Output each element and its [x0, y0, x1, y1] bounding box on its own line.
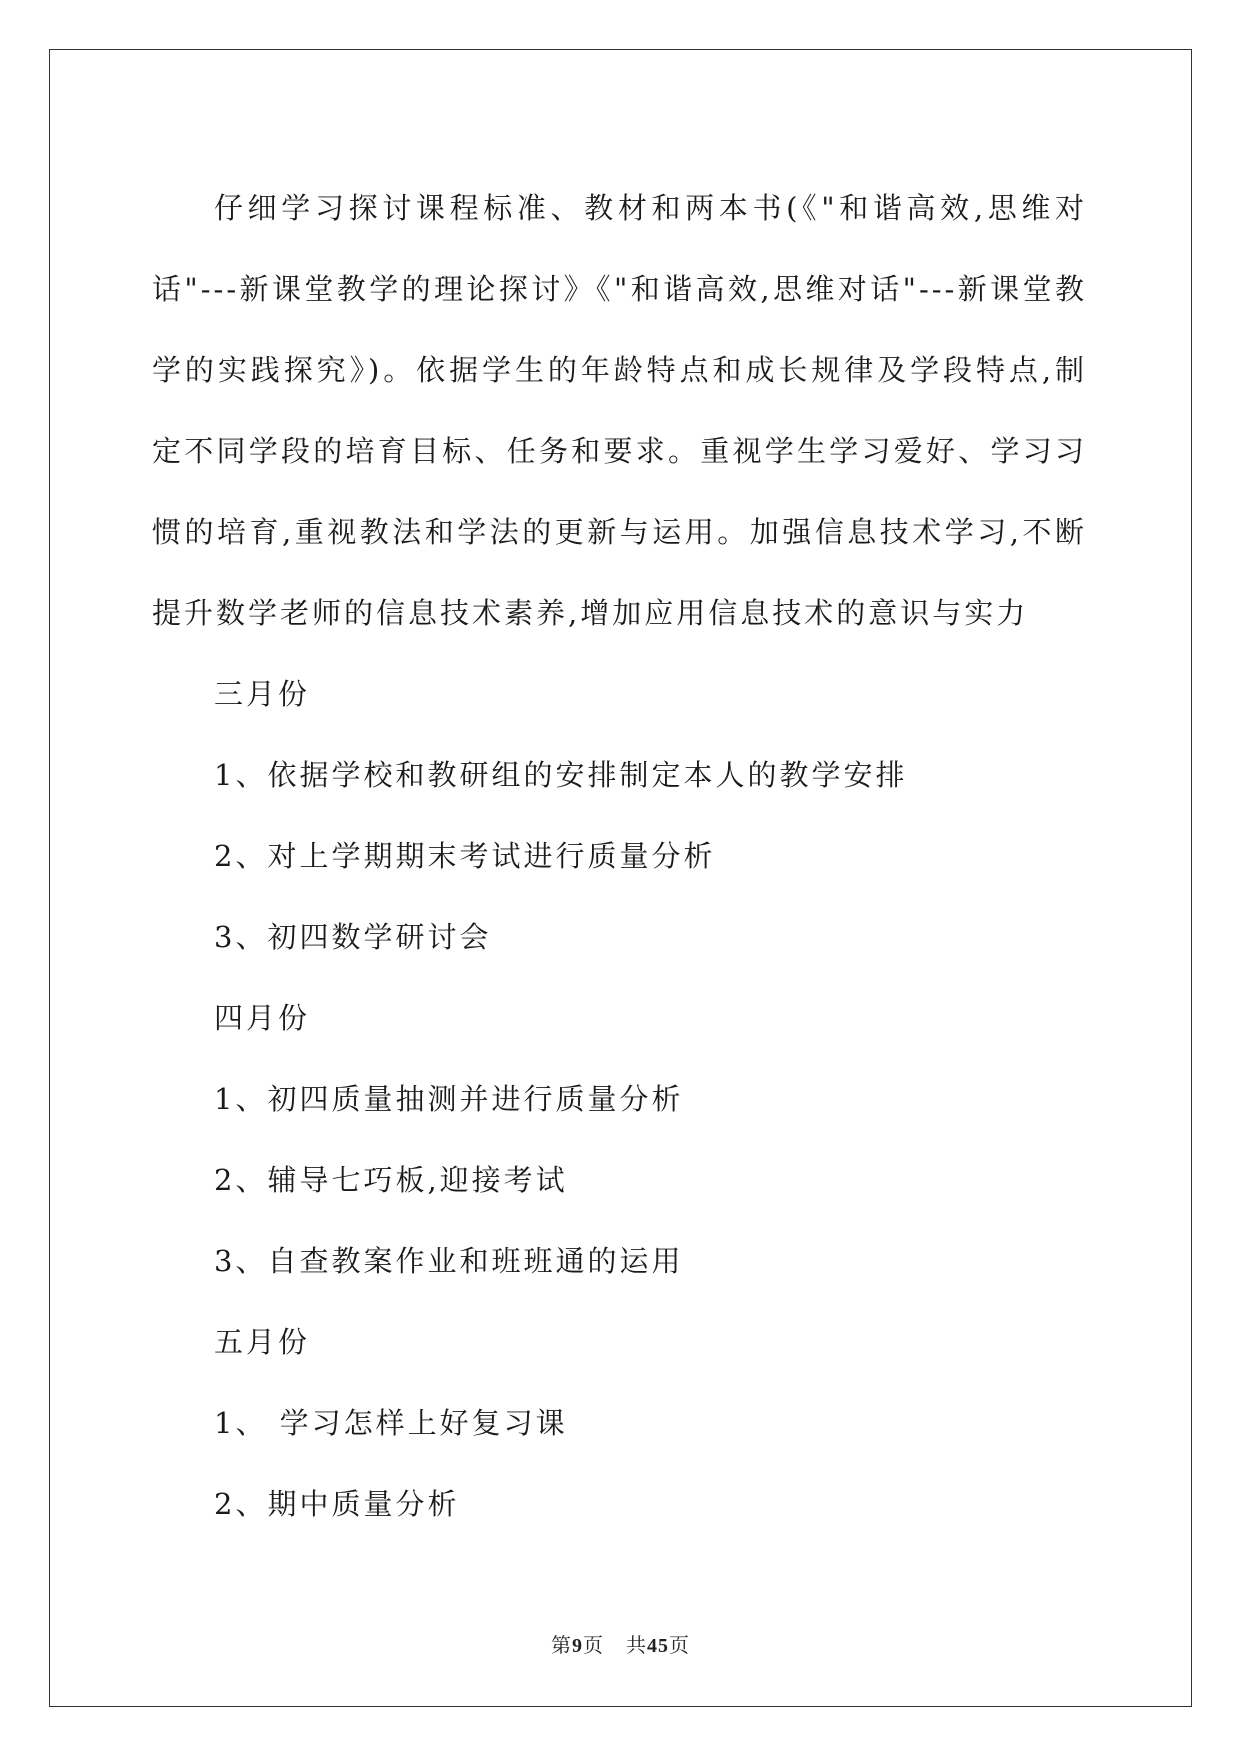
total-suffix: 页	[669, 1633, 690, 1657]
page-suffix: 页	[583, 1633, 604, 1657]
list-item: 1、依据学校和教研组的安排制定本人的教学安排	[214, 758, 908, 792]
document-body	[152, 168, 1087, 1545]
list-item: 3、自查教案作业和班班通的运用	[214, 1244, 684, 1278]
body-paragraph: 仔细学习探讨课程标准、教材和两本书(《"和谐高效,思维对话"---新课堂教学的理论探讨》《"和谐高效,思维对话"---新课堂教学的实践探究》)。依据学生的年龄特点和成长规律及学段特点,制定不同学段的培育目标、任务和要求。重视学生学习爱好、学习习惯的培育,重视教法和学法的更新与运用。加强信息技术学习,不断提升数学老师的信息技术素养,增加应用信息技术的意识与实力	[152, 191, 1087, 630]
list-item: 2、对上学期期末考试进行质量分析	[214, 839, 716, 873]
page-footer	[0, 1629, 1241, 1658]
page-total: 45	[647, 1635, 669, 1657]
list-item: 2、辅导七巧板,迎接考试	[214, 1163, 568, 1197]
section-heading-may: 五月份	[214, 1325, 311, 1359]
list-item: 1、初四质量抽测并进行质量分析	[214, 1082, 684, 1116]
section-heading-march: 三月份	[214, 677, 311, 711]
total-prefix: 共	[626, 1633, 647, 1657]
list-item: 1、 学习怎样上好复习课	[214, 1406, 568, 1440]
page-number: 9	[572, 1635, 583, 1657]
list-item: 3、初四数学研讨会	[214, 920, 492, 954]
page-prefix: 第	[551, 1633, 572, 1657]
section-heading-april: 四月份	[214, 1001, 311, 1035]
list-item: 2、期中质量分析	[214, 1487, 460, 1521]
